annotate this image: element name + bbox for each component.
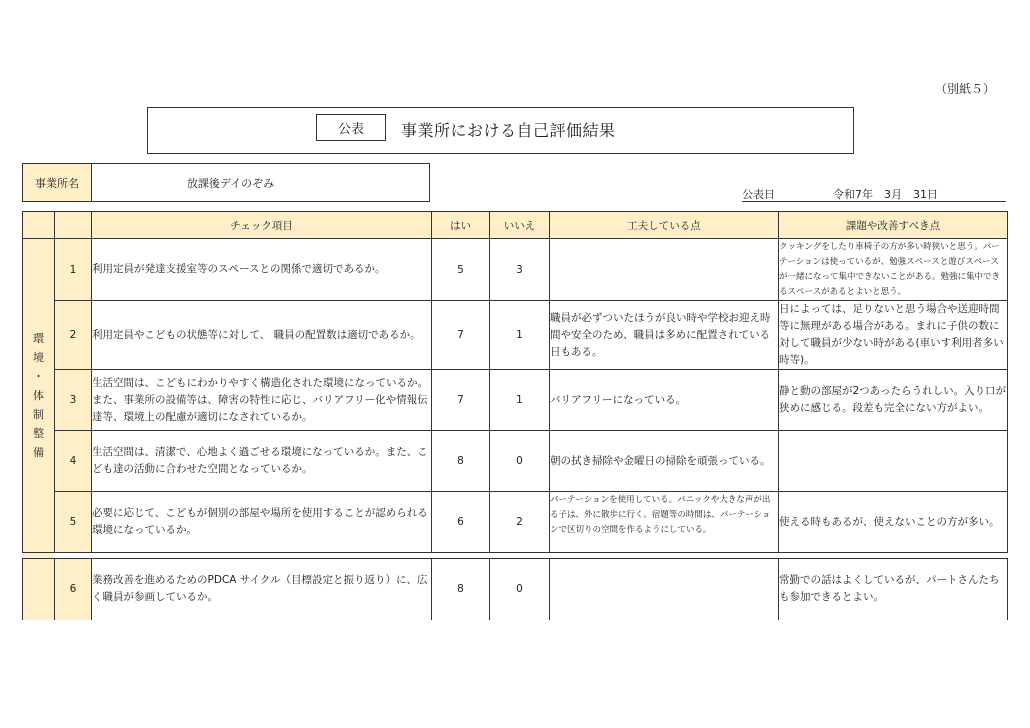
office-name-value: 放課後デイのぞみ: [186, 176, 275, 190]
category-char: 制: [33, 408, 44, 421]
header-category: [23, 212, 55, 239]
efforts-text: バリアフリーになっている。: [550, 370, 779, 431]
table-row: [23, 492, 1008, 553]
yes-count: 7: [432, 301, 490, 370]
table-row: [23, 431, 1008, 492]
table-header-row: [23, 212, 1008, 239]
check-item-text: 業務改善を進めるためのPDCA サイクル（目標設定と振り返り）に、広く職員が参画しているか。: [92, 559, 432, 620]
efforts-text: パーテーションを使用している。パニックや大きな声が出る子は、外に散歩に行く。宿題等の時間は、パーテーションで区切りの空間を作るようにしている。: [550, 492, 779, 553]
row-number: 4: [55, 431, 92, 492]
category-char: 境: [33, 351, 44, 364]
table-row: [23, 301, 1008, 370]
attachment-label: （別紙５）: [935, 82, 996, 96]
check-item-text: 利用定員が発達支援室等のスペースとの関係で適切であるか。: [92, 239, 432, 301]
page-title: 事業所における自己評価結果: [401, 121, 616, 140]
table-row: [23, 559, 1008, 620]
header-check-item: チェック項目: [92, 212, 432, 239]
evaluation-table: [22, 211, 1008, 620]
issues-text: 使える時もあるが、使えないことの方が多い。: [779, 492, 1008, 553]
yes-count: 7: [432, 370, 490, 431]
check-item-text: 生活空間は、こどもにわかりやすく構造化された環境になっているか。また、事業所の設備等は、障害の特性に応じ、バリアフリー化や情報伝達等、環境上の配慮が適切になされているか。: [92, 370, 432, 431]
issues-text: クッキングをしたり車椅子の方が多い時狭いと思う。パーテーションは使っているが、勉強スペースと遊びスペースが一緒になって集中できないことがある。勉強に集中できるスペースがあるとよいと思う。: [779, 239, 1008, 301]
issues-text: 静と動の部屋が2つあったらうれしい。入り口が狭めに感じる。段差も完全にない方がよい。: [779, 370, 1008, 431]
efforts-text: 朝の拭き掃除や金曜日の掃除を頑張っている。: [550, 431, 779, 492]
publish-date-value: 令和7年 3月 31日: [833, 188, 938, 201]
row-number: 3: [55, 370, 92, 431]
table-row: [23, 370, 1008, 431]
yes-count: 8: [432, 559, 490, 620]
publish-date-label: 公表日: [742, 188, 775, 201]
no-count: 1: [490, 301, 550, 370]
header-yes: はい: [432, 212, 490, 239]
header-issues: 課題や改善すべき点: [779, 212, 1008, 239]
no-count: 0: [490, 559, 550, 620]
efforts-text: 職員が必ずついたほうが良い時や学校お迎え時間や安全のため、職員は多めに配置されている日もある。: [550, 301, 779, 370]
category-char: ・: [33, 370, 44, 383]
category-cell: [23, 559, 55, 620]
yes-count: 5: [432, 239, 490, 301]
category-char: 備: [33, 446, 44, 459]
check-item-text: 利用定員やこどもの状態等に対して、 職員の配置数は適切であるか。: [92, 301, 432, 370]
issues-text: [779, 431, 1008, 492]
issues-text: 常勤での話はよくしているが、パートさんたちも参加できるとよい。: [779, 559, 1008, 620]
row-number: 1: [55, 239, 92, 301]
yes-count: 6: [432, 492, 490, 553]
efforts-text: [550, 239, 779, 301]
header-number: [55, 212, 92, 239]
publish-date-underline: [742, 201, 1006, 202]
row-number: 6: [55, 559, 92, 620]
header-efforts: 工夫している点: [550, 212, 779, 239]
office-info-box: [22, 163, 430, 202]
efforts-text: [550, 559, 779, 620]
table-row: [23, 239, 1008, 301]
row-number: 5: [55, 492, 92, 553]
yes-count: 8: [432, 431, 490, 492]
check-item-text: 生活空間は、清潔で、心地よく過ごせる環境になっているか。また、こども達の活動に合わせた空間となっているか。: [92, 431, 432, 492]
publish-badge: 公表: [316, 114, 386, 141]
no-count: 1: [490, 370, 550, 431]
category-char: 整: [33, 427, 44, 440]
no-count: 2: [490, 492, 550, 553]
header-no: いいえ: [490, 212, 550, 239]
issues-text: 日によっては、足りないと思う場合や送迎時間等に無理がある場合がある。まれに子供の数に対して職員が少ない時がある(車いす利用者多い時等)。: [779, 301, 1008, 370]
row-number: 2: [55, 301, 92, 370]
category-char: 環: [33, 332, 44, 345]
no-count: 3: [490, 239, 550, 301]
category-char: 体: [33, 389, 44, 402]
category-cell: [23, 239, 55, 553]
office-name-label: 事業所名: [23, 164, 92, 201]
check-item-text: 必要に応じて、こどもが個別の部屋や場所を使用することが認められる環境になっているか。: [92, 492, 432, 553]
no-count: 0: [490, 431, 550, 492]
